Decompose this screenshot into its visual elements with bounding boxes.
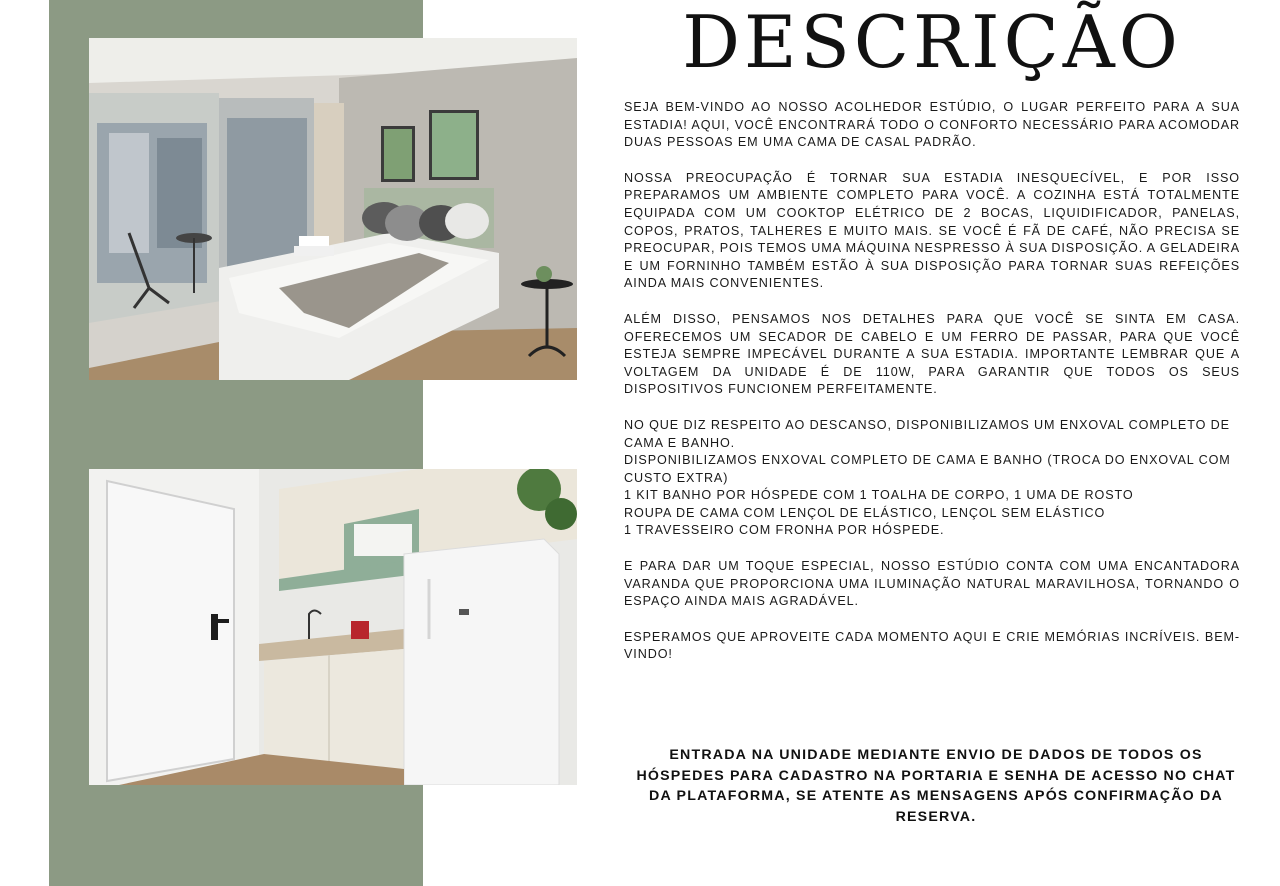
kitchenette-photo [89,469,577,785]
linens-line: NO QUE DIZ RESPEITO AO DESCANSO, DISPONIBILIZAMOS UM ENXOVAL COMPLETO DE CAMA E BANHO. [624,417,1230,450]
paragraph-kitchen: NOSSA PREOCUPAÇÃO É TORNAR SUA ESTADIA INESQUECÍVEL, E POR ISSO PREPARAMOS UM AMBIENTE COMPLETO PARA VOCÊ. A COZINHA ESTÁ TOTALMENTE EQUIPADA COM UM COOKTOP ELÉTRICO DE 2 BOCAS, LIQUIDIFICADOR, PANELAS, COPOS, PRATOS, TALHERES E MUITO MAIS. SE VOCÊ É FÃ DE CAFÉ, NÃO PRECISA SE PREOCUPAR, POIS TEMOS UMA MÁQUINA NESPRESSO À SUA DISPOSIÇÃO. A GELADEIRA E UM FORNINHO TAMBÉM ESTÃO À SUA DISPOSIÇÃO PARA TORNAR SUAS REFEIÇÕES AINDA MAIS CONVENIENTES. [624,170,1241,291]
paragraph-balcony: E PARA DAR UM TOQUE ESPECIAL, NOSSO ESTÚDIO CONTA COM UMA ENCANTADORA VARANDA QUE PROPORCIONA UMA ILUMINAÇÃO NATURAL MARAVILHOSA, TORNANDO O ESPAÇO AINDA MAIS AGRADÁVEL. [624,559,1240,609]
bedroom-photo [89,38,577,380]
paragraph-welcome: SEJA BEM-VINDO AO NOSSO ACOLHEDOR ESTÚDIO, O LUGAR PERFEITO PARA A SUA ESTADIA! AQUI, VOCÊ ENCONTRARÁ TODO O CONFORTO NECESSÁRIO PARA ACOMODAR DUAS PESSOAS EM UMA CAMA DE CASAL PADRÃO. [624,100,1240,150]
linens-line: DISPONIBILIZAMOS ENXOVAL COMPLETO DE CAMA E BANHO (TROCA DO ENXOVAL COM CUSTO EXTRA) [624,453,1231,485]
description-body [624,99,1240,682]
linens-line: 1 TRAVESSEIRO COM FRONHA POR HÓSPEDE. [624,523,945,538]
linens-line: ROUPA DE CAMA COM LENÇOL DE ELÁSTICO, LENÇOL SEM ELÁSTICO [624,505,1106,520]
page-title: DESCRIÇÃO [682,0,1182,84]
check-in-notice: ENTRADA NA UNIDADE MEDIANTE ENVIO DE DADOS DE TODOS OS HÓSPEDES PARA CADASTRO NA PORTARIA E SENHA DE ACESSO NO CHAT DA PLATAFORMA, SE ATENTE AS MENSAGENS APÓS CONFIRMAÇÃO DA RESERVA. [636,747,1236,825]
paragraph-linens [624,417,1240,540]
paragraph-closing: ESPERAMOS QUE APROVEITE CADA MOMENTO AQUI E CRIE MEMÓRIAS INCRÍVEIS. BEM-VINDO! [624,629,1240,662]
linens-line: 1 KIT BANHO POR HÓSPEDE COM 1 TOALHA DE CORPO, 1 UMA DE ROSTO [624,488,1134,503]
paragraph-details: ALÉM DISSO, PENSAMOS NOS DETALHES PARA QUE VOCÊ SE SINTA EM CASA. OFERECEMOS UM SECADOR DE CABELO E UM FERRO DE PASSAR, PARA QUE VOCÊ ESTEJA SEMPRE IMPECÁVEL DURANTE A SUA ESTADIA. IMPORTANTE LEMBRAR QUE A VOLTAGEM DA UNIDADE É DE 110W, PARA GARANTIR QUE TODOS OS SEUS DISPOSITIVOS FUNCIONEM PERFEITAMENTE. [624,311,1240,397]
